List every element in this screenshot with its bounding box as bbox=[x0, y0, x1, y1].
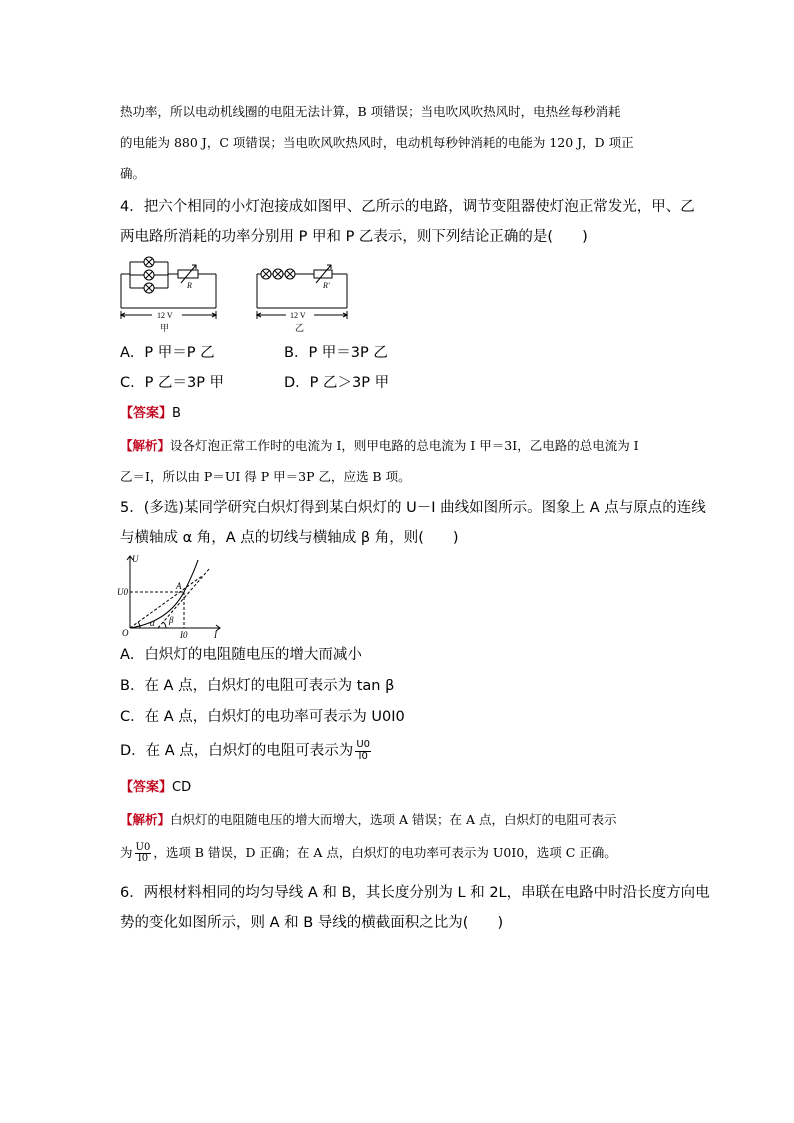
answer-line bbox=[120, 407, 181, 420]
option-d-text: D．在 A 点，白炽灯的电阻可表示为 bbox=[120, 743, 354, 759]
fraction-numerator: U0 bbox=[135, 841, 151, 853]
question-5-stem: 5．(多选)某同学研究白炽灯得到某白炽灯的 U－I 曲线如图所示。图象上 A 点与原点的连线 bbox=[120, 500, 706, 516]
question-5-stem: 与横轴成 α 角，A 点的切线与横轴成 β 角，则( ) bbox=[120, 530, 459, 546]
option-a: A．P 甲＝P 乙 bbox=[120, 345, 215, 361]
analysis-tag: 【解析】 bbox=[120, 438, 171, 453]
voltage-label: 12 V bbox=[157, 311, 173, 320]
fraction bbox=[355, 740, 371, 762]
point-a-label: A bbox=[176, 581, 182, 591]
alpha-label: α bbox=[150, 618, 155, 628]
explanation-line: 的电能为 880 J，C 项错误；当电吹风吹热风时，电动机每秒钟消耗的电能为 120 J，D 项正 bbox=[120, 135, 634, 150]
answer-value: CD bbox=[172, 780, 192, 795]
circuit-figure-yi bbox=[252, 258, 352, 334]
fraction bbox=[135, 843, 152, 865]
fraction-denominator: I0 bbox=[358, 750, 368, 762]
analysis-line bbox=[120, 440, 639, 453]
analysis-tag: 【解析】 bbox=[120, 812, 171, 827]
u0-label: U0 bbox=[117, 587, 128, 597]
analysis-text: 设各灯泡正常工作时的电流为 I，则甲电路的总电流为 I 甲＝3I，乙电路的总电流为 I bbox=[170, 438, 639, 453]
fraction-numerator: U0 bbox=[356, 739, 370, 750]
analysis-text: 白炽灯的电阻随电压的增大而增大，选项 A 错误；在 A 点，白炽灯的电阻可表示 bbox=[170, 812, 617, 827]
resistor-label: R bbox=[187, 281, 192, 290]
explanation-line: 热功率，所以电动机线圈的电阻无法计算，B 项错误；当电吹风吹热风时，电热丝每秒消耗 bbox=[120, 104, 621, 119]
option-c: C．P 乙＝3P 甲 bbox=[120, 375, 225, 391]
beta-label: β bbox=[169, 615, 174, 625]
voltage-label: 12 V bbox=[290, 311, 306, 320]
analysis-text: 为 bbox=[120, 845, 133, 860]
answer-value: B bbox=[172, 406, 181, 421]
i0-label: I0 bbox=[180, 630, 188, 640]
option-b: B．P 甲＝3P 乙 bbox=[284, 345, 388, 361]
resistor-label: R′ bbox=[323, 281, 330, 290]
analysis-text: ，选项 B 错误，D 正确；在 A 点，白炽灯的电功率可表示为 U0I0，选项 C 正确。 bbox=[153, 845, 617, 860]
question-4-stem: 两电路所消耗的功率分别用 P 甲和 P 乙表示，则下列结论正确的是( ) bbox=[120, 229, 588, 245]
origin-label: O bbox=[122, 628, 129, 638]
fraction-denominator: I0 bbox=[137, 853, 149, 864]
answer-line bbox=[120, 781, 191, 794]
analysis-line bbox=[120, 836, 617, 870]
analysis-line bbox=[120, 814, 616, 827]
question-4-stem: 4．把六个相同的小灯泡接成如图甲、乙所示的电路，调节变阻器使灯泡正常发光，甲、乙 bbox=[120, 199, 695, 215]
figure-caption: 乙 bbox=[295, 323, 305, 333]
u-i-curve-figure bbox=[116, 552, 226, 640]
question-6-stem: 势的变化如图所示，则 A 和 B 导线的横截面积之比为( ) bbox=[120, 915, 504, 931]
option-c: C．在 A 点，白炽灯的电功率可表示为 U0I0 bbox=[120, 709, 405, 725]
y-axis-label: U bbox=[132, 554, 139, 564]
option-d bbox=[120, 734, 373, 768]
option-d: D．P 乙＞3P 甲 bbox=[284, 375, 390, 391]
answer-tag: 【答案】 bbox=[120, 406, 173, 421]
option-a: A．白炽灯的电阻随电压的增大而减小 bbox=[120, 647, 362, 663]
x-axis-label: I bbox=[214, 630, 217, 640]
figure-caption: 甲 bbox=[160, 323, 170, 333]
circuit-figure-jia bbox=[116, 256, 222, 334]
analysis-line: 乙＝I，所以由 P＝UI 得 P 甲＝3P 乙，应选 B 项。 bbox=[120, 469, 411, 484]
question-6-stem: 6．两根材料相同的均匀导线 A 和 B，其长度分别为 L 和 2L，串联在电路中时沿长度方向电 bbox=[120, 885, 710, 901]
answer-tag: 【答案】 bbox=[120, 780, 173, 795]
explanation-line: 确。 bbox=[120, 166, 146, 181]
option-b: B．在 A 点，白炽灯的电阻可表示为 tan β bbox=[120, 678, 395, 694]
